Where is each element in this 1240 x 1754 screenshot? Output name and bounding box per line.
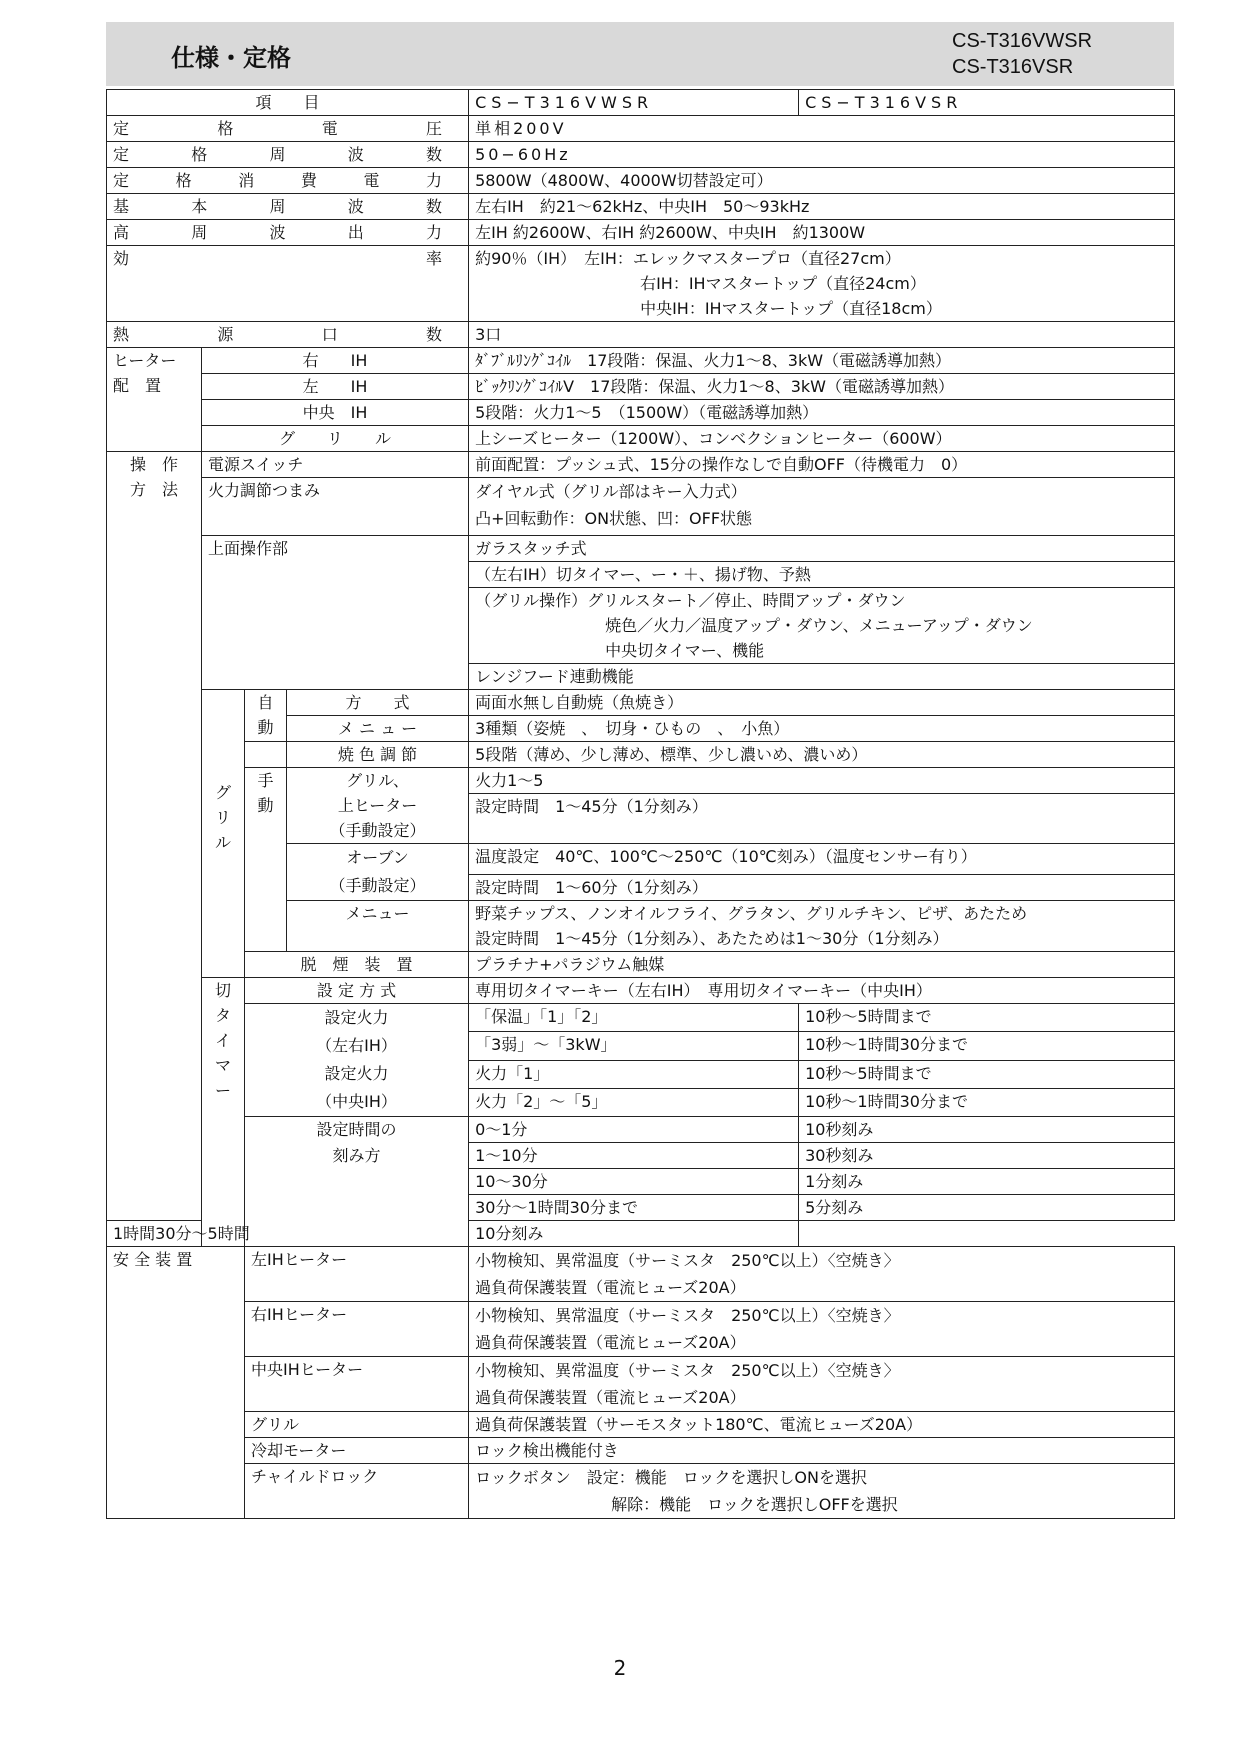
- value-timer-lr-2b: 10秒〜1時間30分まで: [799, 1032, 1175, 1060]
- row-hf-output: [107, 220, 1175, 246]
- value-manual-oven-temp: 温度設定 40℃、100℃〜250℃（10℃刻み）（温度センサー有り）: [469, 844, 1175, 875]
- value-knob: ダイヤル式（グリル部はキー入力式） 凸+回転動作：ON状態、凹：OFF状態: [469, 478, 1175, 536]
- row-timer-step-1: [107, 1117, 1175, 1143]
- col-model-a-header: CS−T316VWSR: [469, 90, 799, 116]
- row-timer-center-1: [107, 1060, 1175, 1088]
- value-auto-menu: 3種類（姿焼 、 切身・ひもの 、 小魚）: [469, 716, 1175, 742]
- label-rated-power: 定 格 消 費 電 力: [107, 168, 469, 194]
- value-safety-grill: 過負荷保護装置（サーモスタット180℃、電流ヒューズ20A）: [469, 1412, 1175, 1438]
- col-model-b-header: CS−T316VSR: [799, 90, 1175, 116]
- row-knob: [107, 478, 1175, 536]
- table-header-row: [107, 90, 1175, 116]
- label-heater-grill: グ リ ル: [202, 426, 469, 452]
- row-safety-left: [107, 1247, 1175, 1302]
- row-safety-grill: [107, 1412, 1175, 1438]
- value-timer-lr-2a: 「3弱」〜「3kW」: [469, 1032, 799, 1060]
- label-power-switch: 電源スイッチ: [202, 452, 469, 478]
- value-manual-grill-time: 設定時間 1〜45分（1分刻み）: [469, 794, 1175, 844]
- value-basic-freq: 左右IH 約21〜62kHz、中央IH 50〜93kHz: [469, 194, 1175, 220]
- safety-group-label: 安 全 装 置: [107, 1247, 245, 1519]
- row-safety-fan: [107, 1438, 1175, 1464]
- value-manual-oven-time: 設定時間 1〜60分（1分刻み）: [469, 874, 1175, 900]
- row-safety-child: [107, 1464, 1175, 1519]
- row-grill-manual-grill: [107, 768, 1175, 794]
- page-number: 2: [613, 1656, 627, 1680]
- row-efficiency: [107, 246, 1175, 322]
- row-heater-left: [107, 374, 1175, 400]
- value-timer-method: 専用切タイマーキー（左右IH） 専用切タイマーキー（中央IH）: [469, 978, 1175, 1004]
- auto-group-spacer: [245, 742, 287, 768]
- row-top-panel: [107, 536, 1175, 690]
- value-timer-step-3a: 10〜30分: [469, 1169, 799, 1195]
- row-timer-method: [107, 978, 1175, 1004]
- label-timer-lr: 設定火力 （左右IH）: [245, 1004, 469, 1061]
- label-auto-color: 焼 色 調 節: [287, 742, 469, 768]
- label-manual-grill: グリル、 上ヒーター （手動設定）: [287, 768, 469, 844]
- label-heat-source: 熱 源 口 数: [107, 322, 469, 348]
- value-safety-left: 小物検知、異常温度（サーミスタ 250℃以上）〈空焼き〉 過負荷保護装置（電流ヒューズ20A）: [469, 1247, 1175, 1302]
- label-top-panel: 上面操作部: [202, 536, 469, 690]
- label-timer-method: 設 定 方 式: [245, 978, 469, 1004]
- label-efficiency: 効 率: [107, 246, 469, 322]
- value-heater-center: 5段階：火力1〜5 （1500W）（電磁誘導加熱）: [469, 400, 1175, 426]
- row-grill-auto-method: [107, 690, 1175, 716]
- label-safety-fan: 冷却モーター: [245, 1438, 469, 1464]
- value-timer-lr-1b: 10秒〜5時間まで: [799, 1004, 1175, 1032]
- value-safety-child: ロックボタン 設定：機能 ロックを選択しONを選択 解除：機能 ロックを選択しOFFを選択: [469, 1464, 1175, 1519]
- value-manual-menu: 野菜チップス、ノンオイルフライ、グラタン、グリルチキン、ピザ、あたため: [469, 901, 1175, 927]
- label-safety-right: 右IHヒーター: [245, 1302, 469, 1357]
- value-hf-output: 左IH 約2600W、右IH 約2600W、中央IH 約1300W: [469, 220, 1175, 246]
- label-manual-menu: メニュー: [287, 901, 469, 952]
- page-header: [106, 22, 1174, 86]
- grill-group-label: グ リ ル: [202, 690, 245, 978]
- value-timer-step-5a: 1時間30分〜5時間: [107, 1221, 202, 1247]
- value-timer-step-4b: 5分刻み: [799, 1195, 1175, 1221]
- label-heater-left: 左 IH: [202, 374, 469, 400]
- row-grill-auto-color: [107, 742, 1175, 768]
- label-rated-freq: 定 格 周 波 数: [107, 142, 469, 168]
- label-hf-output: 高 周 波 出 力: [107, 220, 469, 246]
- value-timer-center-1b: 10秒〜5時間まで: [799, 1060, 1175, 1088]
- value-manual-grill-power: 火力1〜5: [469, 768, 1175, 794]
- row-rated-voltage: [107, 116, 1175, 142]
- label-auto-menu: メ ニ ュ ー: [287, 716, 469, 742]
- value-timer-step-3b: 1分刻み: [799, 1169, 1175, 1195]
- label-heater-center: 中央 IH: [202, 400, 469, 426]
- label-timer-center: 設定火力 （中央IH）: [245, 1060, 469, 1117]
- value-rated-freq: 50−60Hz: [469, 142, 1175, 168]
- heater-group-label: ヒーター 配 置: [107, 348, 202, 452]
- label-manual-oven: オーブン （手動設定）: [287, 844, 469, 901]
- value-auto-color: 5段階（薄め、少し薄め、標準、少し濃いめ、濃いめ）: [469, 742, 1175, 768]
- value-top-panel: ガラスタッチ式 （左右IH）切タイマー、ー・＋、揚げ物、予熱 （グリル操作）グリルスタート／停止、時間アップ・ダウン 焼色／火力／温度アップ・ダウン、メニューアップ・ダウン 中央切タイマー、機能 レンジフード連動機能: [469, 536, 1175, 690]
- row-safety-center: [107, 1357, 1175, 1412]
- auto-group-label: 自 動: [245, 690, 287, 742]
- label-safety-child: チャイルドロック: [245, 1464, 469, 1519]
- row-safety-right: [107, 1302, 1175, 1357]
- value-timer-step-5b: 10分刻み: [469, 1221, 799, 1247]
- value-timer-center-2a: 火力「2」〜「5」: [469, 1088, 799, 1116]
- value-safety-fan: ロック検出機能付き: [469, 1438, 1175, 1464]
- value-safety-center: 小物検知、異常温度（サーミスタ 250℃以上）〈空焼き〉 過負荷保護装置（電流ヒューズ20A）: [469, 1357, 1175, 1412]
- row-grill-smoke: [107, 952, 1175, 978]
- manual-group-label: 手 動: [245, 768, 287, 952]
- row-heater-grill: [107, 426, 1175, 452]
- value-rated-power: 5800W（4800W、4000W切替設定可）: [469, 168, 1175, 194]
- row-timer-lr-1: [107, 1004, 1175, 1032]
- value-timer-step-2b: 30秒刻み: [799, 1143, 1175, 1169]
- label-timer-step: 設定時間の 刻み方: [245, 1117, 469, 1247]
- label-smoke: 脱 煙 装 置: [245, 952, 469, 978]
- row-basic-freq: [107, 194, 1175, 220]
- label-safety-left: 左IHヒーター: [245, 1247, 469, 1302]
- value-timer-center-1a: 火力「1」: [469, 1060, 799, 1088]
- row-heater-right: [107, 348, 1175, 374]
- label-safety-grill: グリル: [245, 1412, 469, 1438]
- value-timer-step-1b: 10秒刻み: [799, 1117, 1175, 1143]
- label-safety-center: 中央IHヒーター: [245, 1357, 469, 1412]
- value-rated-voltage: 単相200V: [469, 116, 1175, 142]
- value-timer-step-4a: 30分〜1時間30分まで: [469, 1195, 799, 1221]
- label-basic-freq: 基 本 周 波 数: [107, 194, 469, 220]
- value-manual-menu-time: 設定時間 1〜45分（1分刻み）、あたためは1〜30分（1分刻み）: [469, 926, 1175, 952]
- op-group-label: 操 作 方 法: [107, 452, 202, 1221]
- model-b: CS-T316VSR: [952, 56, 1074, 78]
- label-rated-voltage: 定 格 電 圧: [107, 116, 469, 142]
- label-auto-method: 方 式: [287, 690, 469, 716]
- page-title: 仕様・定格: [171, 44, 291, 72]
- label-knob: 火力調節つまみ: [202, 478, 469, 536]
- value-timer-center-2b: 10秒〜1時間30分まで: [799, 1088, 1175, 1116]
- value-auto-method: 両面水無し自動焼（魚焼き）: [469, 690, 1175, 716]
- row-rated-freq: [107, 142, 1175, 168]
- col-item-header: 項 目: [107, 90, 469, 116]
- model-a: CS-T316VWSR: [952, 30, 1093, 52]
- value-heater-grill: 上シーズヒーター（1200W）、コンベクションヒーター（600W）: [469, 426, 1175, 452]
- spec-table: [106, 89, 1175, 1519]
- value-heater-left: ﾋﾞｯｸﾘﾝｸﾞｺｲﾙV 17段階：保温、火力1〜8、3kW（電磁誘導加熱）: [469, 374, 1175, 400]
- value-smoke: プラチナ+パラジウム触媒: [469, 952, 1175, 978]
- value-safety-right: 小物検知、異常温度（サーミスタ 250℃以上）〈空焼き〉 過負荷保護装置（電流ヒューズ20A）: [469, 1302, 1175, 1357]
- model-numbers: [952, 28, 1092, 80]
- value-timer-lr-1a: 「保温」「1」「2」: [469, 1004, 799, 1032]
- value-timer-step-1a: 0〜1分: [469, 1117, 799, 1143]
- row-rated-power: [107, 168, 1175, 194]
- row-power-switch: [107, 452, 1175, 478]
- value-efficiency: 約90％（IH） 左IH：エレックマスタープロ（直径27cm） 右IH：IHマスタートップ（直径24cm） 中央IH：IHマスタートップ（直径18cm）: [469, 246, 1175, 322]
- row-heat-source: [107, 322, 1175, 348]
- row-heater-center: [107, 400, 1175, 426]
- value-power-switch: 前面配置：プッシュ式、15分の操作なしで自動OFF（待機電力 0）: [469, 452, 1175, 478]
- timer-group-label: 切 タ イ マ ー: [202, 978, 245, 1247]
- value-timer-step-2a: 1〜10分: [469, 1143, 799, 1169]
- label-heater-right: 右 IH: [202, 348, 469, 374]
- value-heat-source: 3口: [469, 322, 1175, 348]
- value-heater-right: ﾀﾞﾌﾞﾙﾘﾝｸﾞｺｲﾙ 17段階：保温、火力1〜8、3kW（電磁誘導加熱）: [469, 348, 1175, 374]
